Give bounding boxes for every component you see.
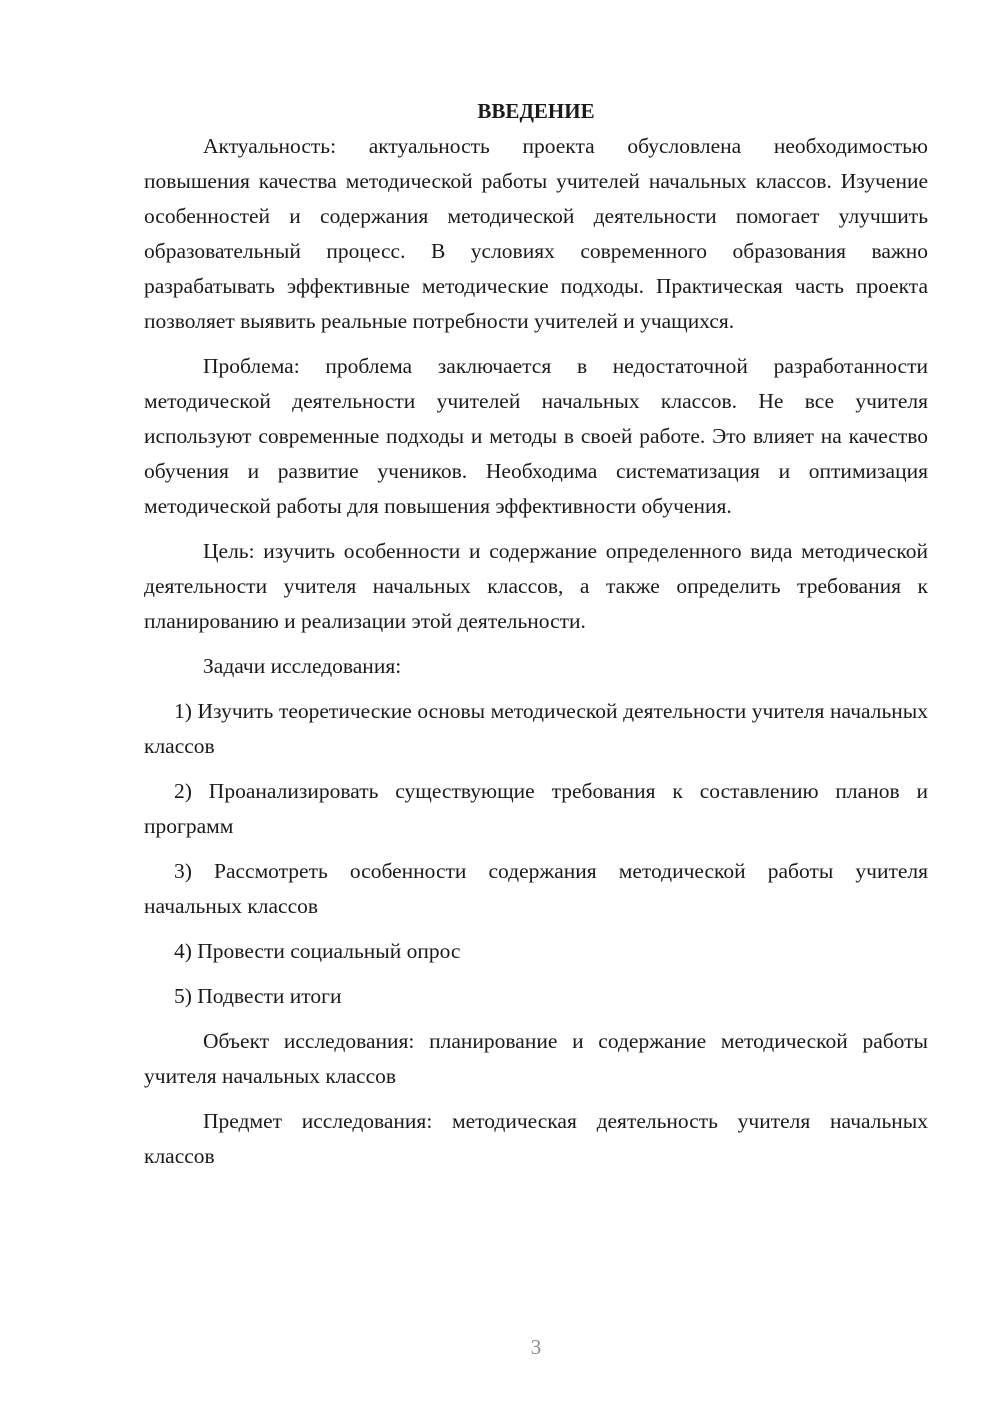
- page-content: [144, 94, 928, 1174]
- task-item-4: 4) Провести социальный опрос: [174, 939, 461, 963]
- task-item-1: 1) Изучить теоретические основы методической деятельности учителя начальных классов: [144, 699, 928, 758]
- task-item-2: 2) Проанализировать существующие требования к составлению планов и программ: [144, 779, 928, 838]
- relevance-paragraph: Актуальность: актуальность проекта обусловлена необходимостью повышения качества методической работы учителей начальных классов. Изучение особенностей и содержания методической деятельности помогает улучшить образовательный процесс. В условиях современного образования важно разрабатывать эффективные методические подходы. Практическая часть проекта позволяет выявить реальные потребности учителей и учащихся.: [144, 134, 928, 333]
- page-title: ВВЕДЕНИЕ: [477, 99, 595, 123]
- task-item-5: 5) Подвести итоги: [174, 984, 342, 1008]
- tasks-heading: Задачи исследования:: [203, 654, 402, 678]
- goal-paragraph: Цель: изучить особенности и содержание определенного вида методической деятельности учителя начальных классов, а также определить требования к планированию и реализации этой деятельности.: [144, 539, 928, 633]
- task-item-3: 3) Рассмотреть особенности содержания методической работы учителя начальных классов: [144, 859, 928, 918]
- object-paragraph: Объект исследования: планирование и содержание методической работы учителя начальных классов: [144, 1029, 928, 1088]
- problem-paragraph: Проблема: проблема заключается в недостаточной разработанности методической деятельности учителей начальных классов. Не все учителя используют современные подходы и методы в своей работе. Это влияет на качество обучения и развитие учеников. Необходима систематизация и оптимизация методической работы для повышения эффективности обучения.: [144, 354, 928, 518]
- subject-paragraph: Предмет исследования: методическая деятельность учителя начальных классов: [144, 1109, 928, 1168]
- page-number: 3: [530, 1335, 542, 1359]
